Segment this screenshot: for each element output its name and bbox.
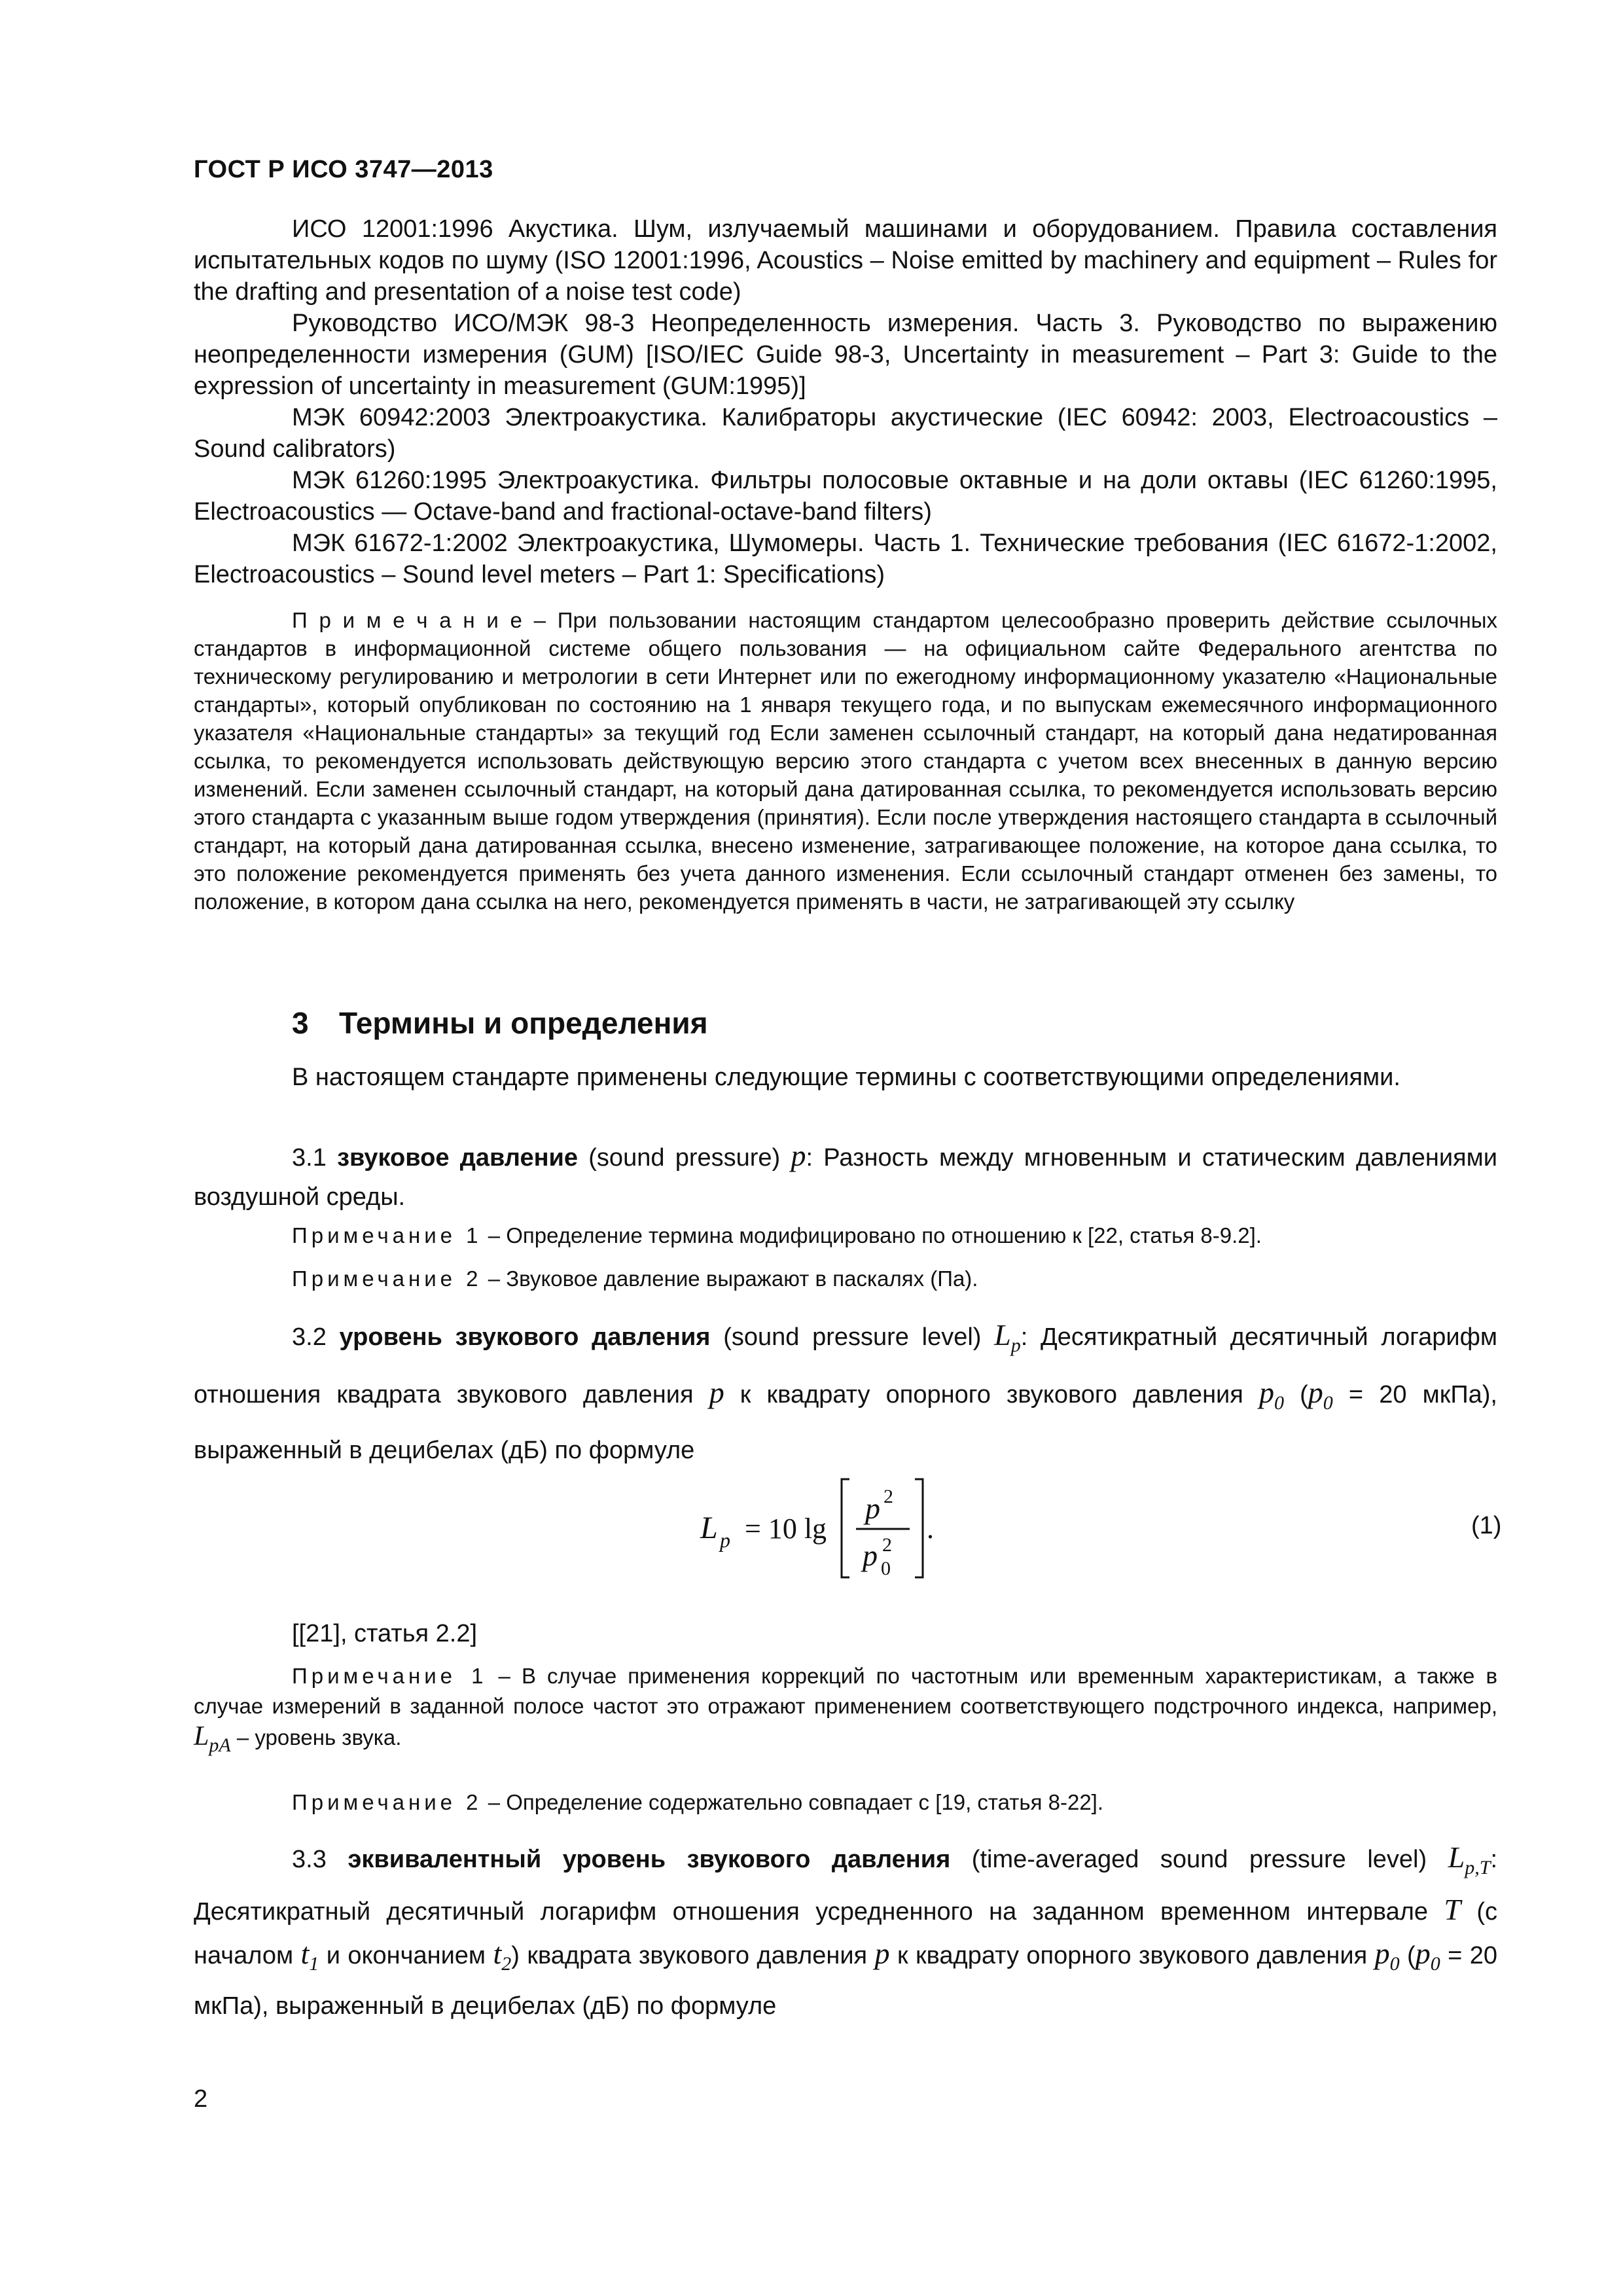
section-heading [292, 1005, 708, 1041]
equation-number: (1) [1471, 1512, 1502, 1539]
term-3-2-note-1: Примечание 1 – В случае применения коррекций по частотным или временным характеристикам, а также в случае измерений в заданной полосе частот это отражают применением соответствующего подстрочного индекса, например, $L_{pA}$ – уровень звука. [194, 1664, 1497, 1756]
term-number: 3.1 [292, 1144, 327, 1172]
formula-den-sub: 0 [881, 1558, 891, 1579]
page-number: 2 [194, 2085, 208, 2113]
term-name: эквивалентный уровень звукового давления [348, 1846, 951, 1873]
left-bracket [842, 1479, 849, 1577]
references-note [194, 606, 1497, 916]
section-intro: В настоящем стандарте применены следующие термины с соответствующими определениями. [292, 1064, 1400, 1091]
term-3-1-note-2: Примечание 2 – Звуковое давление выражают в паскалях (Па). [292, 1266, 978, 1291]
formula-lhs: L [700, 1511, 718, 1545]
formula-lhs-sub: p [720, 1528, 730, 1552]
term-definition: : Разность между мгновенным и статическим давлениями воздушной среды. [194, 1144, 1497, 1211]
right-bracket [915, 1479, 923, 1577]
formula-svg [694, 1466, 969, 1590]
formula-den-sup: 2 [882, 1534, 892, 1556]
formula-num-sup: 2 [883, 1486, 893, 1507]
term-3-1 [194, 1136, 1497, 1217]
reference-item: ИСО 12001:1996 Акустика. Шум, излучаемый машинами и оборудованием. Правила составления испытательных кодов по шуму (ISO 12001:1996, Acoustics – Noise emitted by machinery and equipment – Rules for the drafting and presentation of a noise test code) [194, 215, 1497, 306]
formula-denominator: p [863, 1539, 878, 1572]
note-label: П р и м е ч а н и е [292, 608, 522, 632]
term-english: (sound pressure) [578, 1144, 791, 1172]
reference-item: МЭК 61672-1:2002 Электроакустика, Шумомеры. Часть 1. Технические требования (IEC 61672-1:2002, Electroacoustics – Sound level meters – Part 1: Specifications) [194, 529, 1497, 588]
term-3-2: 3.2 уровень звукового давления (sound pressure level) $L_p$: Десятикратный десятичный логарифм отношения квадрата звукового давления p к квадрату опорного звукового давления $p_0$ ($p_0 = 20$ мкПа), выраженный в децибелах (дБ) по формуле [194, 1318, 1497, 1464]
section-title: Термины и определения [339, 1006, 708, 1040]
symbol-Lp: $L_p$ [994, 1318, 1021, 1356]
note-text: – При пользовании настоящим стандартом целесообразно проверить действие ссылочных стандартов в информационной системе общего пользования — на официальном сайте Федерального агентства по техническому регулированию и метрологии в сети Интернет или по ежегодному информационному указателю «Национальные стандарты», который опубликован по состоянию на 1 января текущего года, и по выпускам ежемесячного информационного указателя «Национальные стандарты» за текущий год Если заменен ссылочный стандарт, на который дана недатированная ссылка, то рекомендуется использовать действующую версию этого стандарта с учетом всех внесенных в данную версию изменений. Если заменен ссылочный стандарт, на который дана датированная ссылка, то рекомендуется использовать версию этого стандарта с указанным выше годом утверждения (принятия). Если после утверждения настоящего стандарта в ссылочный стандарт, на который дана датированная ссылка, внесено изменение, затрагивающее положение, на которое дана ссылка, то это положение рекомендуется применять без учета данного изменения. Если ссылочный стандарт отменен без замены, то положение, в котором дана ссылка на него, рекомендуется применять в части, не затрагивающей эту ссылку [194, 608, 1497, 914]
term-3-1-note-1: Примечание 1 – Определение термина модифицировано по отношению к [22, статья 8-9.2]. [292, 1223, 1262, 1247]
reference-item: Руководство ИСО/МЭК 98-3 Неопределенность измерения. Часть 3. Руководство по выражению неопределенности измерения (GUM) [ISO/IEC Guide 98-3, Uncertainty in measurement – Part 3: Guide to the expression of uncertainty in measurement (GUM:1995)] [194, 310, 1497, 400]
term-name: звуковое давление [337, 1144, 579, 1172]
section-number: 3 [292, 1006, 309, 1040]
term-3-2-note-2: Примечание 2 – Определение содержательно совпадает с [19, статья 8-22]. [292, 1790, 1104, 1814]
document-header: ГОСТ Р ИСО 3747—2013 [194, 156, 493, 183]
term-3-2-source: [[21], статья 2.2] [292, 1620, 478, 1647]
normative-references [194, 213, 1497, 590]
reference-item: МЭК 60942:2003 Электроакустика. Калибраторы акустические (IEC 60942: 2003, Electroacoustics – Sound calibrators) [194, 404, 1497, 463]
formula-numerator: p [865, 1492, 880, 1525]
formula-eq: = 10 lg [745, 1513, 827, 1545]
reference-item: МЭК 61260:1995 Электроакустика. Фильтры полосовые октавные и на доли октавы (IEC 61260:1995, Electroacoustics — Octave-band and fractional-octave-band filters) [194, 467, 1497, 526]
term-name: уровень звукового давления [339, 1323, 711, 1351]
formula-1 [694, 1466, 969, 1590]
term-3-3: 3.3 эквивалентный уровень звукового давления (time-averaged sound pressure level) $L_{p,T}$: Десятикратный десятичный логарифм отношения усредненного на заданном временном интервале T (с началом $t_1$ и окончанием $t_2$) квадрата звукового давления p к квадрату опорного звукового давления $p_0$ ($p_0 = 20$ мкПа), выраженный в децибелах (дБ) по формуле [194, 1840, 1498, 2020]
term-symbol: p [791, 1139, 806, 1172]
formula-dot: . [927, 1513, 934, 1545]
